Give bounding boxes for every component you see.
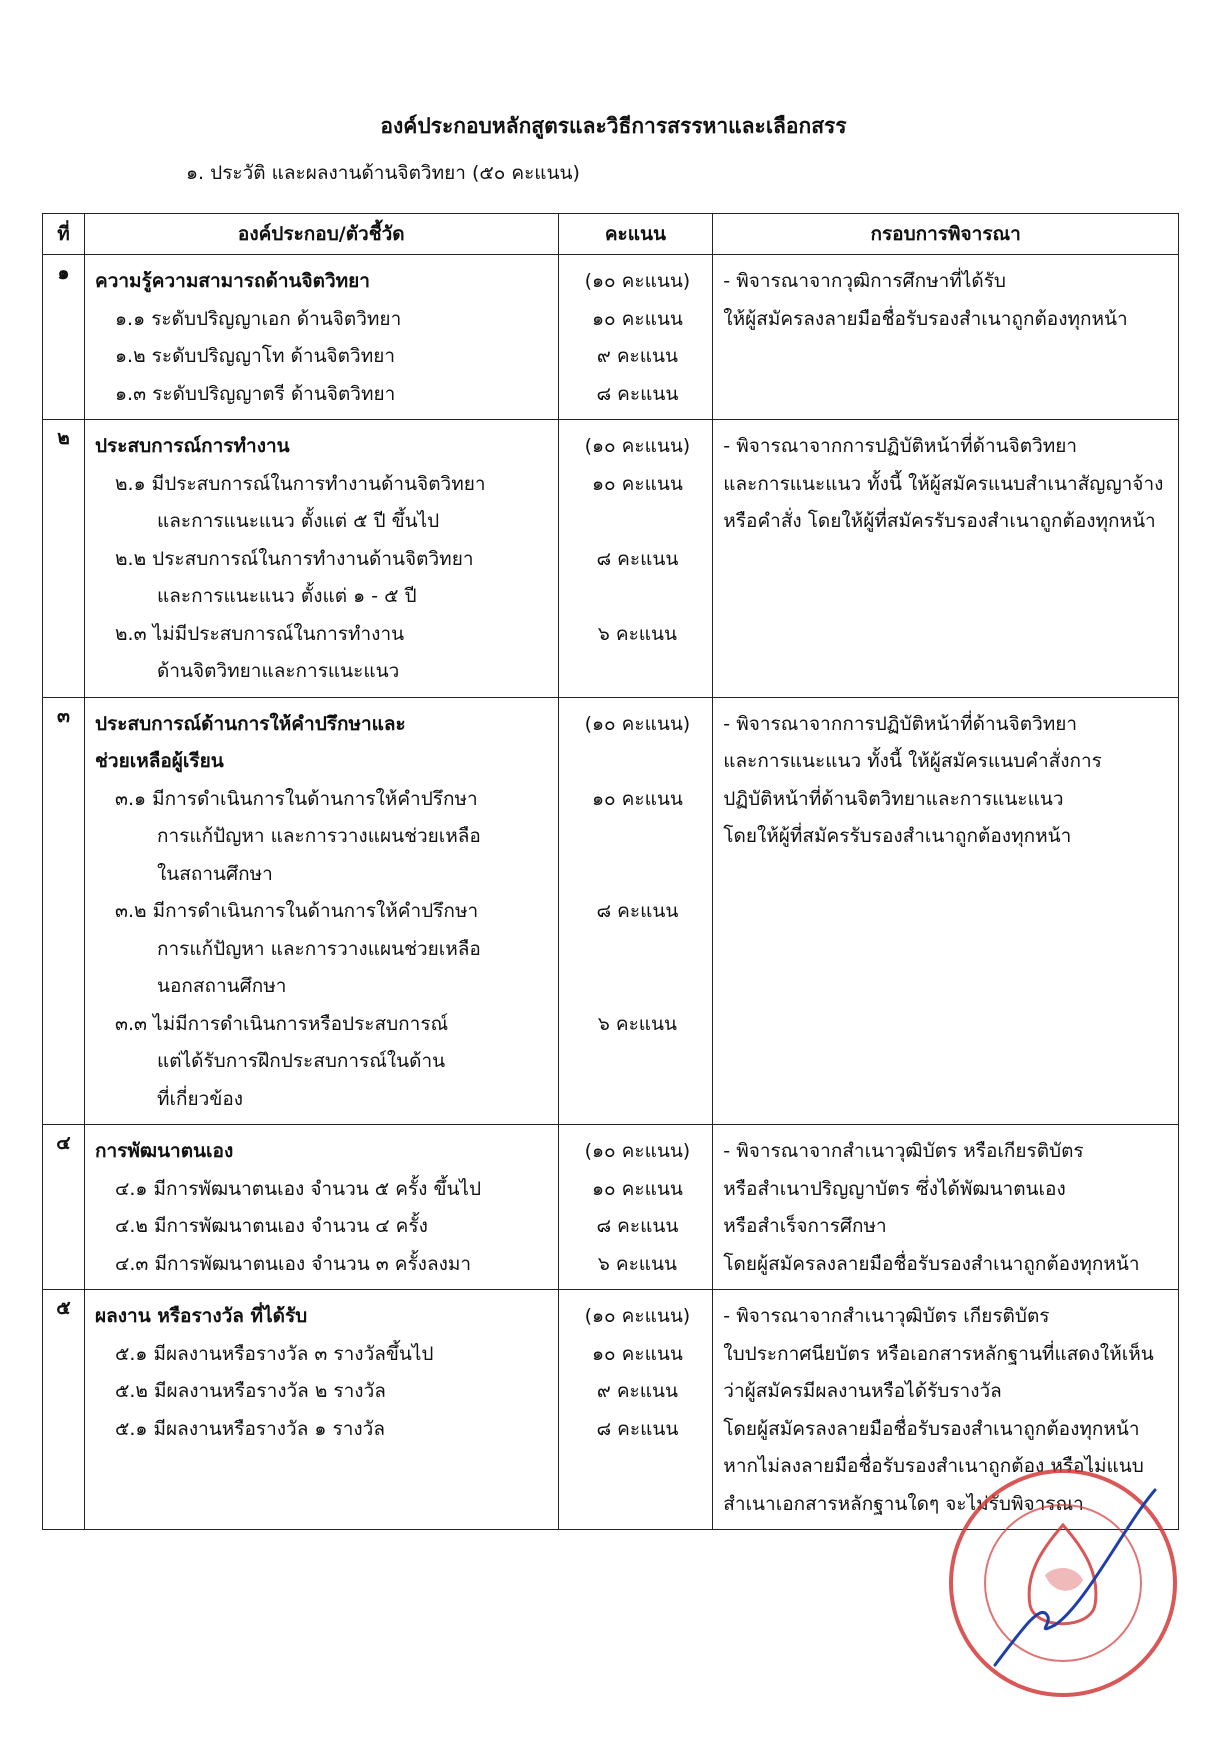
score-value: ๘ คะแนน	[596, 382, 679, 405]
score-cell	[558, 420, 713, 698]
criteria-cell	[713, 420, 1179, 698]
page-title: องค์ประกอบหลักสูตรและวิธีการสรรหาและเลือกสรร	[380, 114, 847, 138]
criteria-line: หรือคำสั่ง โดยให้ผู้ที่สมัครรับรองสำเนาถูกต้องทุกหน้า	[723, 510, 1156, 532]
item-indicator: ๔.๒ มีการพัฒนาตนเอง จำนวน ๔ ครั้ง	[115, 1215, 428, 1237]
score-value: ๙ คะแนน	[596, 1380, 678, 1402]
score-value: ๑๐ คะแนน	[591, 1342, 683, 1365]
criteria-line: - พิจารณาจากการปฏิบัติหน้าที่ด้านจิตวิทยา	[723, 712, 1078, 735]
score-value	[569, 968, 707, 1006]
item-cell	[85, 255, 559, 420]
score-value: ๑๐ คะแนน	[591, 787, 683, 810]
score-value: (๑๐ คะแนน)	[584, 435, 691, 457]
criteria-line: - พิจารณาจากสำเนาวุฒิบัตร เกียรติบัตร	[723, 1305, 1050, 1327]
item-indicator: และการแนะแนว ตั้งแต่ ๕ ปี ขึ้นไป	[157, 510, 440, 532]
criteria-table	[42, 213, 1179, 1530]
item-indicator: ๒.๑ มีประสบการณ์ในการทำงานด้านจิตวิทยา	[115, 472, 486, 495]
score-value	[569, 1043, 707, 1081]
criteria-line: - พิจารณาจากวุฒิการศึกษาที่ได้รับ	[723, 270, 1006, 292]
criteria-line: หรือสำเร็จการศึกษา	[723, 1215, 887, 1237]
score-value	[569, 503, 707, 541]
row-number	[43, 420, 85, 698]
score-value	[569, 743, 707, 781]
item-indicator: การแก้ปัญหา และการวางแผนช่วยเหลือ	[157, 937, 481, 960]
item-indicator: นอกสถานศึกษา	[157, 975, 287, 997]
score-value: ๘ คะแนน	[596, 1417, 679, 1440]
score-value: ๘ คะแนน	[596, 900, 679, 922]
score-cell	[558, 255, 713, 420]
criteria-line: ว่าผู้สมัครมีผลงานหรือได้รับรางวัล	[723, 1380, 1002, 1402]
item-indicator: ที่เกี่ยวข้อง	[157, 1087, 244, 1110]
score-value: ๑๐ คะแนน	[591, 1177, 683, 1200]
score-cell	[558, 1290, 713, 1530]
table-header-row	[43, 214, 1179, 255]
score-value: ๑๐ คะแนน	[591, 307, 683, 330]
item-indicator: ๒.๓ ไม่มีประสบการณ์ในการทำงาน	[115, 622, 405, 645]
item-cell	[85, 1290, 559, 1530]
score-cell	[558, 697, 713, 1125]
item-indicator: แต่ได้รับการฝึกประสบการณ์ในด้าน	[157, 1050, 446, 1072]
score-value	[569, 578, 707, 616]
score-value	[569, 1081, 707, 1119]
row-number	[43, 255, 85, 420]
row-number-text: ๑	[57, 262, 70, 284]
item-indicator: ๓.๒ มีการดำเนินการในด้านการให้คำปรึกษา	[115, 900, 479, 922]
criteria-line: ให้ผู้สมัครลงลายมือชื่อรับรองสำเนาถูกต้องทุกหน้า	[723, 307, 1128, 330]
score-value: ๖ คะแนน	[597, 622, 678, 645]
table-row	[43, 697, 1179, 1125]
row-number	[43, 1290, 85, 1530]
item-indicator: ๓.๓ ไม่มีการดำเนินการหรือประสบการณ์	[115, 1012, 449, 1035]
criteria-line: - พิจารณาจากสำเนาวุฒิบัตร หรือเกียรติบัตร	[723, 1140, 1084, 1162]
criteria-line: - พิจารณาจากการปฏิบัติหน้าที่ด้านจิตวิทยา	[723, 435, 1078, 457]
item-cell	[85, 420, 559, 698]
item-indicator: ๕.๑ มีผลงานหรือรางวัล ๑ รางวัล	[115, 1417, 385, 1440]
score-value: ๙ คะแนน	[596, 345, 678, 367]
item-heading: ประสบการณ์ด้านการให้คำปรึกษาและ	[95, 712, 406, 735]
header-criteria: กรอบการพิจารณา	[713, 214, 1179, 255]
score-cell	[558, 1125, 713, 1290]
score-value: (๑๐ คะแนน)	[584, 1140, 691, 1162]
item-heading: ความรู้ความสามารถด้านจิตวิทยา	[95, 270, 370, 292]
score-value: ๖ คะแนน	[597, 1012, 678, 1035]
score-value: (๑๐ คะแนน)	[584, 270, 691, 292]
item-cell	[85, 1125, 559, 1290]
row-number	[43, 697, 85, 1125]
table-row	[43, 420, 1179, 698]
item-cell	[85, 697, 559, 1125]
header-score: คะแนน	[558, 214, 713, 255]
criteria-cell	[713, 255, 1179, 420]
criteria-line: โดยผู้สมัครลงลายมือชื่อรับรองสำเนาถูกต้องทุกหน้า	[723, 1252, 1140, 1275]
item-indicator: ด้านจิตวิทยาและการแนะแนว	[157, 660, 400, 682]
row-number	[43, 1125, 85, 1290]
criteria-line: และการแนะแนว ทั้งนี้ ให้ผู้สมัครแนบสำเนาสัญญาจ้าง	[723, 472, 1164, 495]
item-indicator: ๕.๒ มีผลงานหรือรางวัล ๒ รางวัล	[115, 1380, 386, 1402]
criteria-line: โดยให้ผู้ที่สมัครรับรองสำเนาถูกต้องทุกหน้า	[723, 825, 1072, 847]
score-value: ๘ คะแนน	[596, 547, 679, 570]
criteria-line: และการแนะแนว ทั้งนี้ ให้ผู้สมัครแนบคำสั่งการ	[723, 750, 1102, 772]
criteria-cell	[713, 697, 1179, 1125]
official-stamp	[935, 1455, 1185, 1705]
row-number-text: ๒	[57, 427, 70, 449]
item-indicator: ๑.๒ ระดับปริญญาโท ด้านจิตวิทยา	[115, 345, 396, 367]
score-value: ๘ คะแนน	[596, 1215, 679, 1237]
criteria-line: ปฏิบัติหน้าที่ด้านจิตวิทยาและการแนะแนว	[723, 787, 1064, 810]
row-number-text: ๓	[57, 704, 70, 727]
item-indicator: ๒.๒ ประสบการณ์ในการทำงานด้านจิตวิทยา	[115, 547, 474, 570]
item-indicator: และการแนะแนว ตั้งแต่ ๑ - ๕ ปี	[157, 585, 417, 607]
item-heading: ประสบการณ์การทำงาน	[95, 435, 290, 457]
score-value	[569, 653, 707, 691]
item-heading: การพัฒนาตนเอง	[95, 1140, 234, 1162]
table-row	[43, 1125, 1179, 1290]
score-value	[569, 856, 707, 894]
criteria-line: สำเนาเอกสารหลักฐานใดๆ จะไม่รับพิจารณา	[723, 1492, 1084, 1515]
score-value: (๑๐ คะแนน)	[584, 1305, 691, 1327]
header-no: ที่	[43, 214, 85, 255]
section-subtitle: ๑. ประวัติ และผลงานด้านจิตวิทยา (๕๐ คะแนน)	[186, 162, 580, 184]
item-indicator: ๔.๓ มีการพัฒนาตนเอง จำนวน ๓ ครั้งลงมา	[115, 1252, 472, 1275]
criteria-line: หากไม่ลงลายมือชื่อรับรองสำเนาถูกต้อง หรือไม่แนบ	[723, 1455, 1144, 1477]
score-value: ๑๐ คะแนน	[591, 472, 683, 495]
score-value	[569, 931, 707, 969]
row-number-text: ๕	[56, 1297, 71, 1319]
row-number-text: ๔	[56, 1132, 71, 1154]
criteria-line: หรือสำเนาปริญญาบัตร ซึ่งได้พัฒนาตนเอง	[723, 1177, 1066, 1200]
item-indicator: ๑.๑ ระดับปริญญาเอก ด้านจิตวิทยา	[115, 307, 402, 330]
item-indicator: ๔.๑ มีการพัฒนาตนเอง จำนวน ๕ ครั้ง ขึ้นไป	[115, 1177, 482, 1200]
item-indicator: ๑.๓ ระดับปริญญาตรี ด้านจิตวิทยา	[115, 382, 396, 405]
table-row	[43, 255, 1179, 420]
score-value: (๑๐ คะแนน)	[584, 712, 691, 735]
score-value: ๖ คะแนน	[597, 1252, 678, 1275]
item-heading: ผลงาน หรือรางวัล ที่ได้รับ	[95, 1305, 308, 1327]
criteria-line: ใบประกาศนียบัตร หรือเอกสารหลักฐานที่แสดงให้เห็น	[723, 1342, 1154, 1365]
criteria-line: โดยผู้สมัครลงลายมือชื่อรับรองสำเนาถูกต้องทุกหน้า	[723, 1417, 1140, 1440]
item-indicator: ในสถานศึกษา	[157, 862, 273, 885]
criteria-cell	[713, 1125, 1179, 1290]
score-value	[569, 818, 707, 856]
item-indicator: ๕.๑ มีผลงานหรือรางวัล ๓ รางวัลขึ้นไป	[115, 1342, 434, 1365]
item-heading: ช่วยเหลือผู้เรียน	[95, 750, 224, 772]
item-indicator: การแก้ปัญหา และการวางแผนช่วยเหลือ	[157, 825, 481, 847]
item-indicator: ๓.๑ มีการดำเนินการในด้านการให้คำปรึกษา	[115, 787, 478, 810]
header-item: องค์ประกอบ/ตัวชี้วัด	[85, 214, 559, 255]
